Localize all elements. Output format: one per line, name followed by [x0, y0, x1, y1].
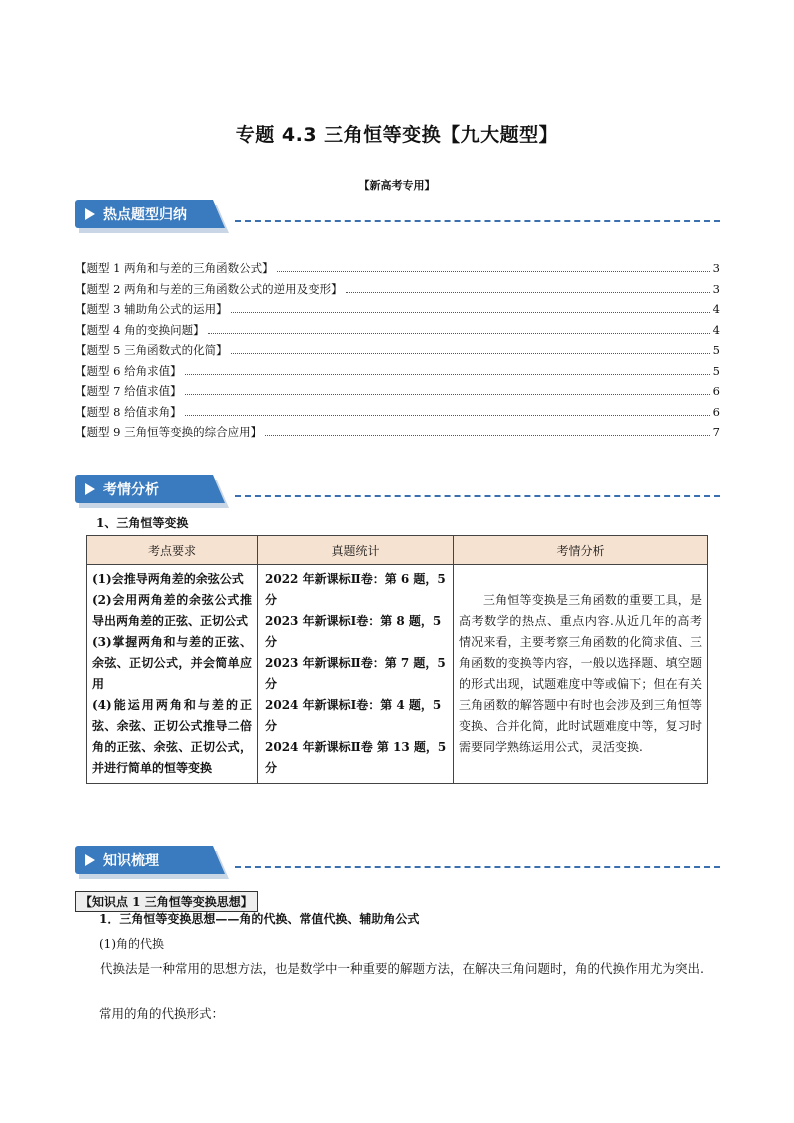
knowledge-subheading: (1)角的代换 [99, 937, 164, 951]
toc-item[interactable]: 【题型 2 两角和与差的三角函数公式的逆用及变形】 3 [75, 281, 720, 296]
page-title: 专题 4.3 三角恒等变换【九大题型】 [235, 124, 559, 146]
dashed-divider [235, 220, 720, 222]
section-banner-knowledge [75, 846, 720, 880]
arrow-right-icon [85, 208, 95, 220]
table-header: 考点要求 [87, 536, 258, 565]
section-banner-hot [75, 200, 720, 234]
analysis-subheading: 1、三角恒等变换 [96, 516, 189, 530]
knowledge-paragraph: 代换法是一种常用的思想方法，也是数学中一种重要的解题方法，在解决三角问题时，角的代换作用尤为突出. [100, 961, 704, 976]
toc-item[interactable]: 【题型 7 给值求值】 6 [75, 384, 720, 398]
toc-item[interactable]: 【题型 4 角的变换问题】 4 [75, 322, 720, 337]
dashed-divider [235, 495, 720, 497]
page-subtitle: 【新高考专用】 [358, 179, 436, 192]
toc-item[interactable]: 【题型 8 给值求角】 6 [75, 404, 720, 419]
table-header: 考情分析 [454, 536, 708, 565]
stats-cell: 2022 年新课标Ⅱ卷：第 6 题，5 分 2023 年新课标Ⅰ卷：第 8 题，5 分 2023 年新课标Ⅱ卷：第 7 题，5 分 2024 年新课标Ⅰ卷：第 4 题，5 分 2024 年新课标Ⅱ卷 第 13 题，5 分 [258, 565, 454, 784]
knowledge-heading: 1．三角恒等变换思想——角的代换、常值代换、辅助角公式 [99, 912, 420, 926]
arrow-right-icon [85, 854, 95, 866]
dashed-divider [235, 866, 720, 868]
toc-item[interactable]: 【题型 1 两角和与差的三角函数公式】 3 [75, 261, 720, 275]
analysis-table [86, 535, 708, 784]
knowledge-line: 常用的角的代换形式： [99, 1006, 225, 1021]
toc-item[interactable]: 【题型 9 三角恒等变换的综合应用】 7 [75, 425, 720, 439]
section-title: 热点题型归纳 [103, 207, 187, 223]
table-header: 真题统计 [258, 536, 454, 565]
requirements-cell: (1)会推导两角差的余弦公式 (2)会用两角差的余弦公式推导出两角差的正弦、正切公式 (3)掌握两角和与差的正弦、余弦、正切公式，并会简单应用 (4)能运用两角和与差的正弦、余弦、正切公式推导二倍角的正弦、余弦、正切公式，并进行简单的恒等变换 [87, 565, 258, 784]
toc-item[interactable]: 【题型 5 三角函数式的化简】 5 [75, 343, 720, 357]
commentary-cell: 三角恒等变换是三角函数的重要工具，是高考数学的热点、重点内容.从近几年的高考情况来看，主要考察三角函数的化简求值、三角函数的变换等内容，一般以选择题、填空题的形式出现，试题难度中等或偏下；但在有关三角函数的解答题中有时也会涉及到三角恒等变换、合并化简，此时试题难度中等，复习时需要同学熟练运用公式，灵活变换. [454, 565, 708, 784]
arrow-right-icon [85, 483, 95, 495]
section-title: 知识梳理 [103, 853, 159, 869]
toc-item[interactable]: 【题型 3 辅助角公式的运用】 4 [75, 302, 720, 316]
section-title: 考情分析 [103, 482, 159, 498]
section-banner-analysis [75, 475, 720, 509]
toc-item[interactable]: 【题型 6 给角求值】 5 [75, 363, 720, 378]
table-of-contents [75, 260, 720, 445]
knowledge-point-label: 【知识点 1 三角恒等变换思想】 [75, 891, 258, 912]
